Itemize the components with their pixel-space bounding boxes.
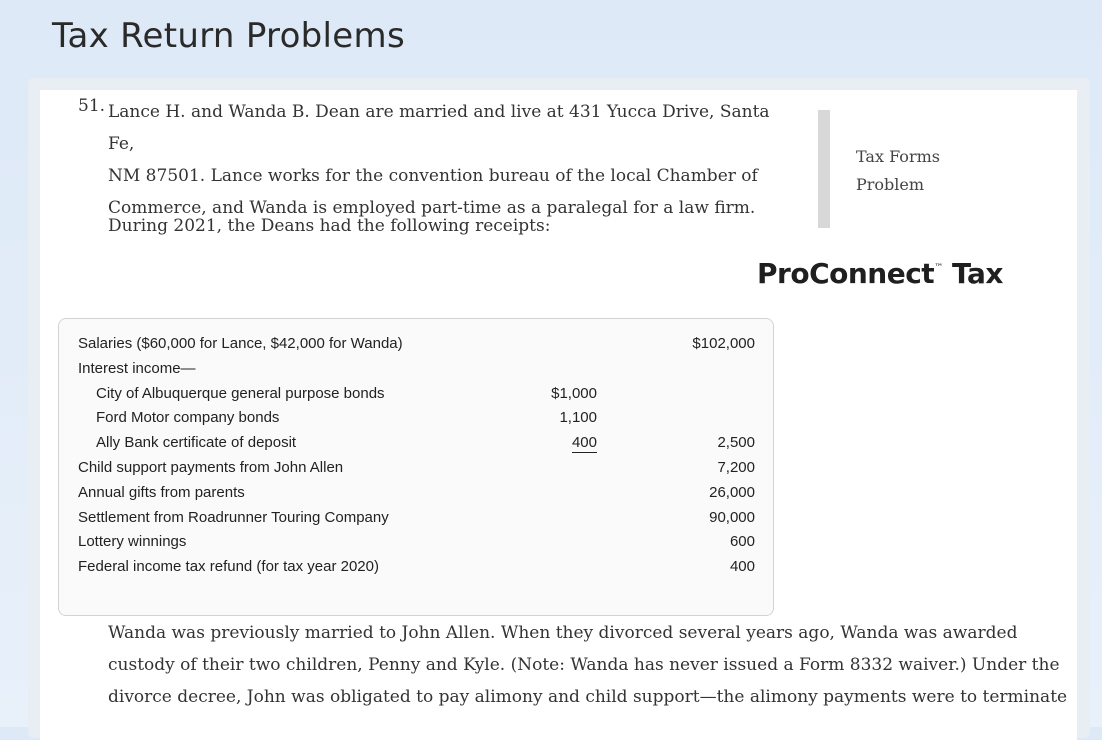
receipt-label: Ford Motor company bonds	[96, 409, 280, 427]
receipt-total: 90,000	[709, 508, 755, 526]
side-label-line: Tax Forms	[856, 147, 940, 166]
receipt-total: 600	[729, 533, 755, 551]
receipt-label: Salaries ($60,000 for Lance, $42,000 for Wanda)	[78, 335, 403, 352]
problem-continuation	[108, 617, 1068, 713]
logo-suffix: Tax	[942, 257, 1003, 290]
page-title: Tax Return Problems	[52, 16, 405, 56]
logo-trademark: ™	[934, 263, 943, 273]
intro-line: Lance H. and Wanda B. Dean are married and live at 431 Yucca Drive, Santa Fe,	[108, 102, 770, 154]
receipt-label: Lottery winnings	[78, 533, 187, 551]
continuation-line: custody of their two children, Penny and Kyle. (Note: Wanda has never issued a Form 8332 waiver.) Under the	[108, 655, 1060, 675]
proconnect-logo	[757, 257, 1003, 290]
receipt-total: 400	[729, 558, 755, 576]
tax-forms-problem-label	[856, 143, 940, 199]
continuation-line: divorce decree, John was obligated to pay alimony and child support—the alimony payments were to terminate	[108, 687, 1068, 707]
receipt-label: Federal income tax refund (for tax year 2020)	[78, 558, 379, 576]
receipts-table-row	[78, 385, 768, 409]
receipt-subamount: $1,000	[551, 384, 597, 402]
receipts-table-row	[78, 459, 768, 483]
receipts-table-row	[78, 533, 768, 557]
receipt-label: Ally Bank certificate of deposit	[96, 434, 297, 452]
intro-line: NM 87501. Lance works for the convention bureau of the local Chamber of	[108, 166, 758, 186]
receipt-label: City of Albuquerque general purpose bonds	[96, 384, 385, 402]
receipts-table-row	[78, 509, 768, 533]
logo-text: ProConnect	[757, 257, 935, 290]
receipt-label: Settlement from Roadrunner Touring Company	[78, 508, 389, 526]
receipts-table-row	[78, 335, 768, 359]
receipt-total: $102,000	[692, 335, 755, 352]
receipt-total: 7,200	[717, 459, 755, 476]
problem-intro	[108, 96, 788, 224]
intro-line: Commerce, and Wanda is employed part-time as a paralegal for a law firm.	[108, 198, 756, 218]
side-label-line: Problem	[856, 175, 925, 194]
receipts-table-row	[78, 484, 768, 508]
receipt-label: Interest income—	[78, 359, 196, 377]
receipts-table-row	[78, 558, 768, 582]
receipts-table-row	[78, 434, 768, 458]
receipt-subamount: 400	[571, 434, 597, 452]
receipt-subamount: 1,100	[559, 409, 597, 427]
receipt-label: Annual gifts from parents	[78, 483, 245, 501]
receipt-total: 2,500	[717, 434, 755, 452]
receipts-intro: During 2021, the Deans had the following receipts:	[108, 216, 551, 236]
problem-number: 51.	[78, 96, 106, 116]
receipts-table-row	[78, 409, 768, 433]
receipt-label: Child support payments from John Allen	[78, 459, 344, 476]
receipt-total: 26,000	[709, 483, 755, 501]
side-divider	[818, 110, 830, 228]
continuation-line: Wanda was previously married to John Allen. When they divorced several years ago, Wanda was awarded	[108, 623, 1018, 643]
receipts-table-row	[78, 360, 768, 384]
